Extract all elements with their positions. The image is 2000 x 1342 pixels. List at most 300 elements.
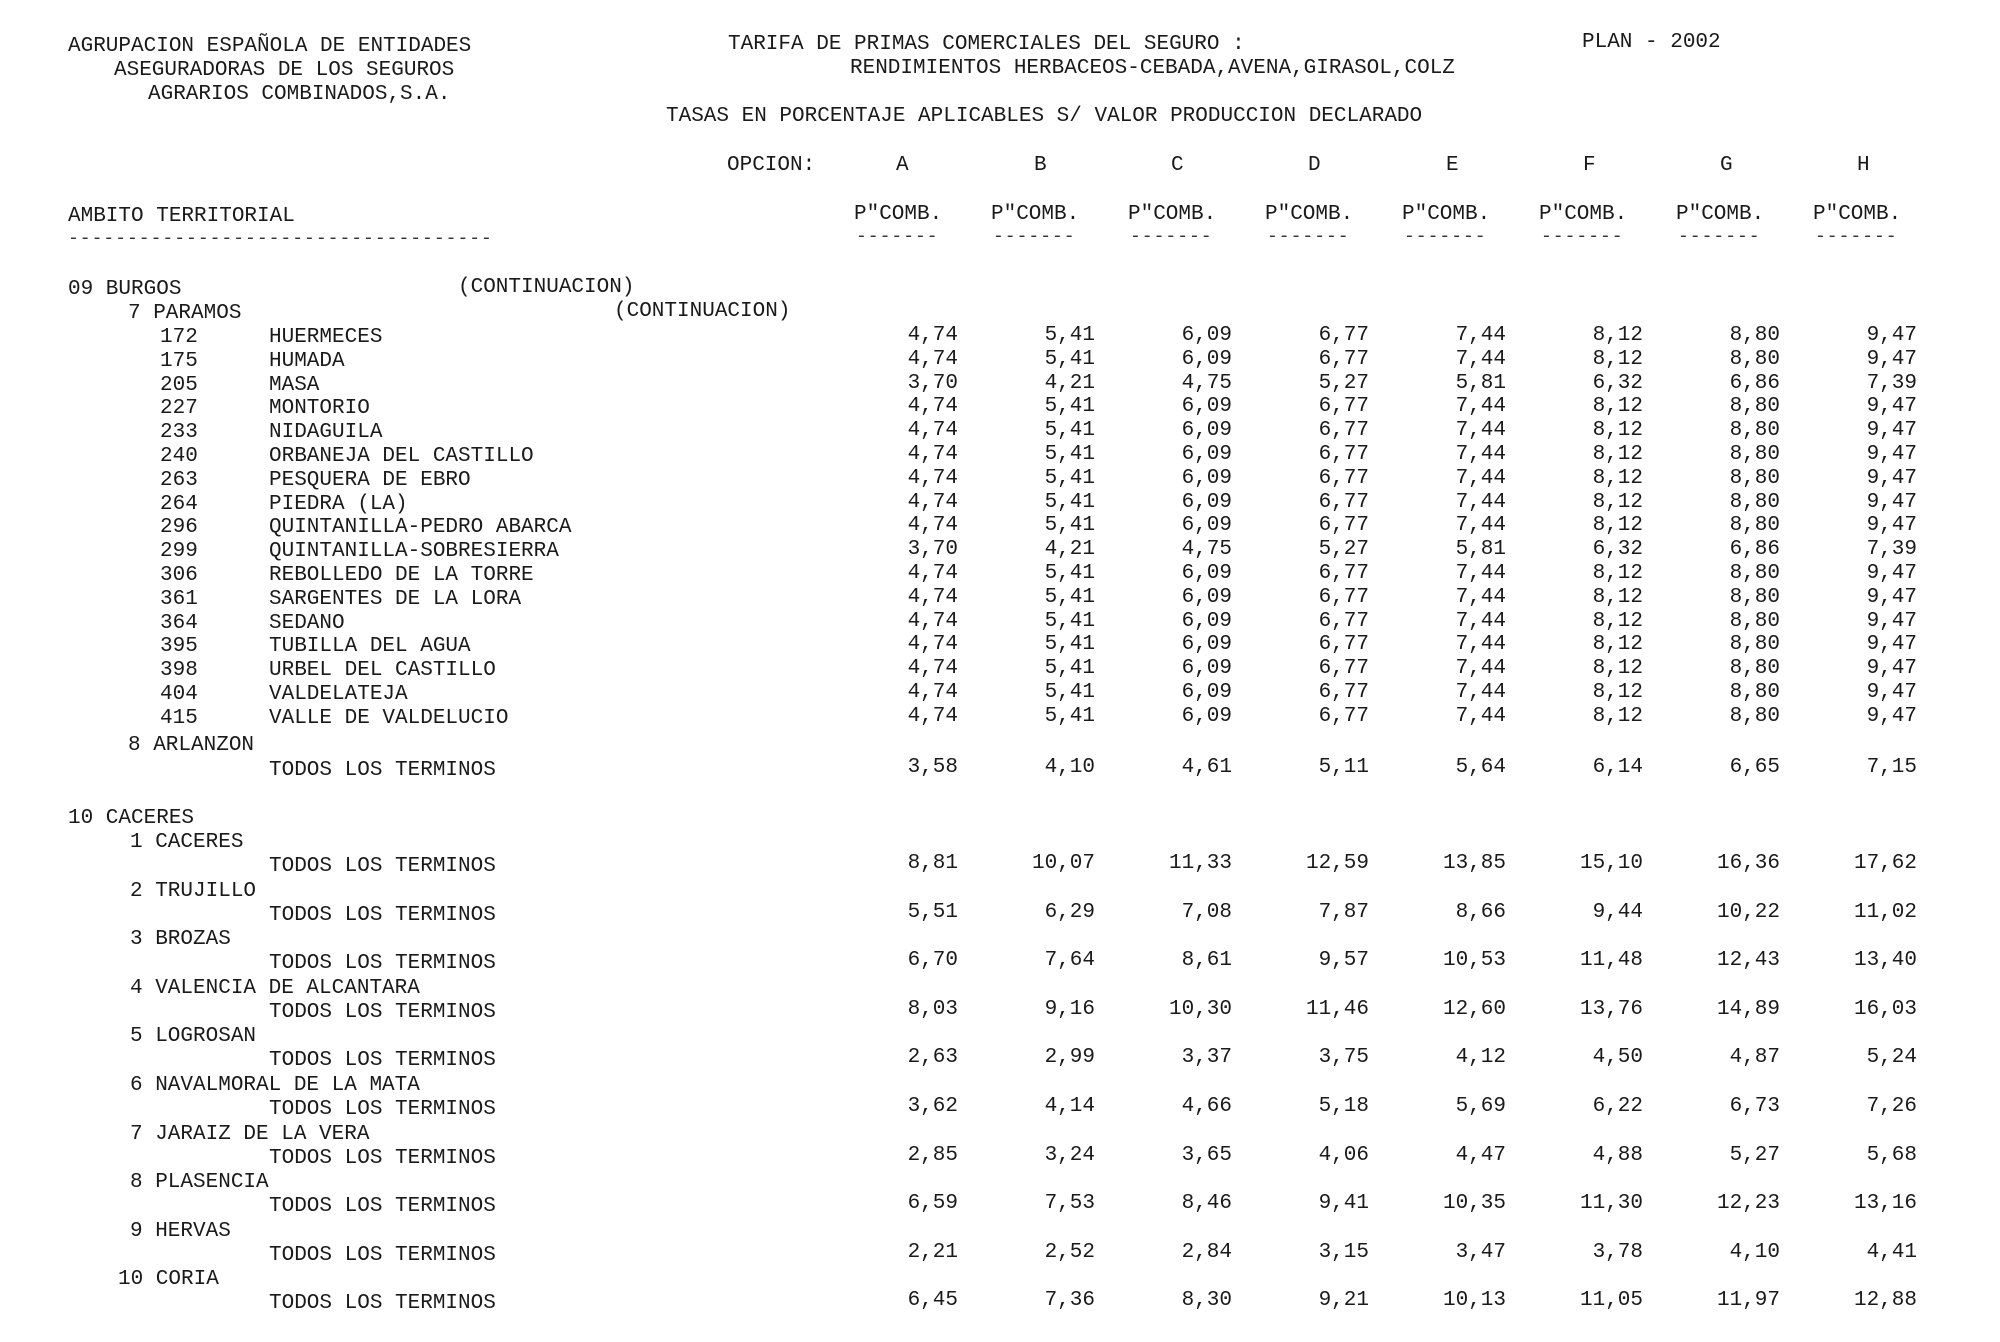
rate-cell: 5,68 xyxy=(1866,1144,1917,1167)
rate-cell: 7,44 xyxy=(1455,705,1506,728)
rate-cell: 4,10 xyxy=(1044,756,1095,779)
rate-cell: 4,74 xyxy=(907,324,958,347)
rate-cell: 3,37 xyxy=(1181,1046,1232,1069)
rate-cell: 4,06 xyxy=(1318,1144,1369,1167)
rate-cell: 11,30 xyxy=(1579,1192,1643,1215)
rate-cell: 4,74 xyxy=(907,348,958,371)
rate-cell: 4,74 xyxy=(907,705,958,728)
all-terms-label: TODOS LOS TERMINOS xyxy=(269,855,496,878)
rate-cell: 3,62 xyxy=(907,1095,958,1118)
rate-cell: 6,45 xyxy=(907,1289,958,1312)
all-terms-label: TODOS LOS TERMINOS xyxy=(269,1098,496,1121)
rate-cell: 5,11 xyxy=(1318,756,1369,779)
rate-cell: 2,52 xyxy=(1044,1241,1095,1264)
rate-cell: 10,35 xyxy=(1442,1192,1506,1215)
rate-cell: 3,70 xyxy=(907,372,958,395)
rate-cell: 4,75 xyxy=(1181,372,1232,395)
municipality-code: 175 xyxy=(160,350,198,373)
rate-cell: 5,41 xyxy=(1044,324,1095,347)
rate-cell: 6,09 xyxy=(1181,491,1232,514)
rate-cell: 4,74 xyxy=(907,514,958,537)
org-name-line1: AGRUPACION ESPAÑOLA DE ENTIDADES xyxy=(68,35,472,58)
municipality-code: 306 xyxy=(160,564,198,587)
rate-cell: 4,61 xyxy=(1181,756,1232,779)
rate-cell: 7,44 xyxy=(1455,633,1506,656)
rate-cell: 4,75 xyxy=(1181,538,1232,561)
rate-cell: 6,29 xyxy=(1044,901,1095,924)
rate-cell: 9,47 xyxy=(1866,419,1917,442)
municipality-code: 233 xyxy=(160,421,198,444)
rate-cell: 7,08 xyxy=(1181,901,1232,924)
rate-cell: 6,09 xyxy=(1181,657,1232,680)
comarca-name: 3 BROZAS xyxy=(130,928,231,951)
rate-cell: 9,47 xyxy=(1866,705,1917,728)
rate-cell: 6,09 xyxy=(1181,610,1232,633)
rate-cell: 6,09 xyxy=(1181,348,1232,371)
rate-cell: 8,12 xyxy=(1592,633,1643,656)
column-underline: ------- xyxy=(1267,227,1350,247)
rate-cell: 11,48 xyxy=(1579,949,1643,972)
rate-cell: 11,33 xyxy=(1168,852,1232,875)
rate-cell: 8,12 xyxy=(1592,491,1643,514)
rate-cell: 7,44 xyxy=(1455,324,1506,347)
comarca-name: 5 LOGROSAN xyxy=(130,1025,257,1048)
comarca-name: 7 JARAIZ DE LA VERA xyxy=(130,1123,370,1146)
column-underline: ------- xyxy=(993,227,1076,247)
rate-cell: 5,41 xyxy=(1044,705,1095,728)
rate-cell: 5,81 xyxy=(1455,372,1506,395)
rate-cell: 13,16 xyxy=(1853,1192,1917,1215)
rate-cell: 6,77 xyxy=(1318,514,1369,537)
rate-cell: 8,30 xyxy=(1181,1289,1232,1312)
option-letter-g: G xyxy=(1720,154,1733,177)
municipality-code: 264 xyxy=(160,493,198,516)
rate-cell: 4,10 xyxy=(1729,1241,1780,1264)
rate-cell: 9,47 xyxy=(1866,514,1917,537)
ambito-territorial-label: AMBITO TERRITORIAL xyxy=(68,205,295,228)
rate-cell: 4,12 xyxy=(1455,1046,1506,1069)
rate-cell: 7,44 xyxy=(1455,467,1506,490)
rate-cell: 5,41 xyxy=(1044,395,1095,418)
rate-cell: 3,75 xyxy=(1318,1046,1369,1069)
all-terms-label: TODOS LOS TERMINOS xyxy=(269,904,496,927)
rate-cell: 8,80 xyxy=(1729,633,1780,656)
tariff-subtitle: RENDIMIENTOS HERBACEOS-CEBADA,AVENA,GIRASOL,COLZ xyxy=(850,57,1455,80)
rate-cell: 7,53 xyxy=(1044,1192,1095,1215)
rate-cell: 13,85 xyxy=(1442,852,1506,875)
rate-cell: 10,07 xyxy=(1031,852,1095,875)
all-terms-label: TODOS LOS TERMINOS xyxy=(269,1049,496,1072)
municipality-code: 404 xyxy=(160,683,198,706)
rate-cell: 8,80 xyxy=(1729,514,1780,537)
rate-cell: 6,09 xyxy=(1181,324,1232,347)
rate-cell: 9,47 xyxy=(1866,491,1917,514)
rate-cell: 6,77 xyxy=(1318,443,1369,466)
tariff-title: TARIFA DE PRIMAS COMERCIALES DEL SEGURO : xyxy=(728,33,1245,56)
rate-cell: 4,74 xyxy=(907,562,958,585)
rate-cell: 6,77 xyxy=(1318,586,1369,609)
column-header-pcomb: P"COMB. xyxy=(1813,203,1902,226)
column-underline: ------- xyxy=(1541,227,1624,247)
municipality-code: 398 xyxy=(160,659,198,682)
rate-cell: 12,43 xyxy=(1716,949,1780,972)
rate-cell: 2,84 xyxy=(1181,1241,1232,1264)
rate-cell: 6,09 xyxy=(1181,633,1232,656)
rate-cell: 8,80 xyxy=(1729,348,1780,371)
municipality-name: QUINTANILLA-PEDRO ABARCA xyxy=(269,516,572,539)
rate-cell: 7,44 xyxy=(1455,586,1506,609)
rate-cell: 4,74 xyxy=(907,395,958,418)
rate-cell: 4,88 xyxy=(1592,1144,1643,1167)
rate-cell: 9,44 xyxy=(1592,901,1643,924)
municipality-code: 296 xyxy=(160,516,198,539)
rate-cell: 8,12 xyxy=(1592,610,1643,633)
rate-cell: 6,77 xyxy=(1318,491,1369,514)
rate-cell: 5,41 xyxy=(1044,491,1095,514)
rate-cell: 4,41 xyxy=(1866,1241,1917,1264)
rate-cell: 15,10 xyxy=(1579,852,1643,875)
rate-cell: 7,64 xyxy=(1044,949,1095,972)
rate-cell: 3,47 xyxy=(1455,1241,1506,1264)
rate-cell: 9,47 xyxy=(1866,562,1917,585)
rate-cell: 6,77 xyxy=(1318,324,1369,347)
rate-cell: 5,41 xyxy=(1044,443,1095,466)
all-terms-label: TODOS LOS TERMINOS xyxy=(269,1147,496,1170)
rate-cell: 2,99 xyxy=(1044,1046,1095,1069)
rate-cell: 6,86 xyxy=(1729,538,1780,561)
municipality-name: HUMADA xyxy=(269,350,345,373)
municipality-name: REBOLLEDO DE LA TORRE xyxy=(269,564,534,587)
rate-cell: 3,15 xyxy=(1318,1241,1369,1264)
column-header-pcomb: P"COMB. xyxy=(1402,203,1491,226)
rate-cell: 8,80 xyxy=(1729,395,1780,418)
plan-label: PLAN - 2002 xyxy=(1582,31,1721,54)
rate-cell: 4,74 xyxy=(907,443,958,466)
rate-cell: 7,39 xyxy=(1866,372,1917,395)
rate-cell: 4,74 xyxy=(907,491,958,514)
rate-cell: 11,97 xyxy=(1716,1289,1780,1312)
column-header-pcomb: P"COMB. xyxy=(991,203,1080,226)
comarca-name: 9 HERVAS xyxy=(130,1220,231,1243)
rate-cell: 8,80 xyxy=(1729,562,1780,585)
rate-cell: 5,27 xyxy=(1318,372,1369,395)
rate-cell: 6,09 xyxy=(1181,705,1232,728)
comarca-continuation-label: (CONTINUACION) xyxy=(614,300,791,323)
rate-cell: 5,41 xyxy=(1044,419,1095,442)
comarca-arlanzon: 8 ARLANZON xyxy=(128,734,255,757)
rate-cell: 5,41 xyxy=(1044,610,1095,633)
rate-cell: 5,41 xyxy=(1044,681,1095,704)
column-header-pcomb: P"COMB. xyxy=(854,203,943,226)
rate-cell: 9,16 xyxy=(1044,998,1095,1021)
municipality-name: ORBANEJA DEL CASTILLO xyxy=(269,445,534,468)
rate-cell: 5,24 xyxy=(1866,1046,1917,1069)
rate-cell: 3,65 xyxy=(1181,1144,1232,1167)
column-underline: ------- xyxy=(1815,227,1898,247)
rates-description: TASAS EN PORCENTAJE APLICABLES S/ VALOR PRODUCCION DECLARADO xyxy=(666,105,1423,128)
rate-cell: 5,81 xyxy=(1455,538,1506,561)
option-letter-b: B xyxy=(1034,154,1047,177)
all-terms-label: TODOS LOS TERMINOS xyxy=(269,759,496,782)
municipality-name: TUBILLA DEL AGUA xyxy=(269,635,471,658)
option-letter-e: E xyxy=(1446,154,1459,177)
rate-cell: 9,47 xyxy=(1866,467,1917,490)
rate-cell: 9,41 xyxy=(1318,1192,1369,1215)
column-underline: ------- xyxy=(856,227,939,247)
rate-cell: 2,63 xyxy=(907,1046,958,1069)
municipality-name: QUINTANILLA-SOBRESIERRA xyxy=(269,540,559,563)
rate-cell: 8,46 xyxy=(1181,1192,1232,1215)
municipality-name: HUERMECES xyxy=(269,326,383,349)
rate-cell: 9,47 xyxy=(1866,324,1917,347)
rate-cell: 9,47 xyxy=(1866,395,1917,418)
comarca-name: 2 TRUJILLO xyxy=(130,880,257,903)
option-letter-a: A xyxy=(896,154,909,177)
rate-cell: 16,03 xyxy=(1853,998,1917,1021)
rate-cell: 8,81 xyxy=(907,852,958,875)
rate-cell: 8,66 xyxy=(1455,901,1506,924)
municipality-name: VALDELATEJA xyxy=(269,683,408,706)
rate-cell: 5,18 xyxy=(1318,1095,1369,1118)
rate-cell: 13,76 xyxy=(1579,998,1643,1021)
rate-cell: 4,14 xyxy=(1044,1095,1095,1118)
rate-cell: 12,60 xyxy=(1442,998,1506,1021)
rate-cell: 8,80 xyxy=(1729,610,1780,633)
rate-cell: 11,02 xyxy=(1853,901,1917,924)
rate-cell: 10,13 xyxy=(1442,1289,1506,1312)
rate-cell: 3,78 xyxy=(1592,1241,1643,1264)
rate-cell: 10,30 xyxy=(1168,998,1232,1021)
rate-cell: 5,41 xyxy=(1044,657,1095,680)
rate-cell: 7,15 xyxy=(1866,756,1917,779)
rate-cell: 12,88 xyxy=(1853,1289,1917,1312)
rate-cell: 9,21 xyxy=(1318,1289,1369,1312)
province-caceres: 10 CACERES xyxy=(68,807,195,830)
rate-cell: 5,41 xyxy=(1044,586,1095,609)
municipality-code: 364 xyxy=(160,612,198,635)
org-name-line2: ASEGURADORAS DE LOS SEGUROS xyxy=(114,59,455,82)
rate-cell: 6,77 xyxy=(1318,348,1369,371)
municipality-code: 299 xyxy=(160,540,198,563)
option-letter-d: D xyxy=(1308,154,1321,177)
rate-cell: 6,09 xyxy=(1181,681,1232,704)
rate-cell: 7,44 xyxy=(1455,562,1506,585)
rate-cell: 7,44 xyxy=(1455,657,1506,680)
rate-cell: 7,44 xyxy=(1455,443,1506,466)
rate-cell: 9,47 xyxy=(1866,610,1917,633)
municipality-name: PIEDRA (LA) xyxy=(269,493,408,516)
rate-cell: 8,80 xyxy=(1729,657,1780,680)
comarca-paramos: 7 PARAMOS xyxy=(128,302,242,325)
all-terms-label: TODOS LOS TERMINOS xyxy=(269,1195,496,1218)
rate-cell: 7,44 xyxy=(1455,610,1506,633)
rate-cell: 8,80 xyxy=(1729,443,1780,466)
rate-cell: 5,51 xyxy=(907,901,958,924)
rate-cell: 6,32 xyxy=(1592,538,1643,561)
rate-cell: 6,09 xyxy=(1181,395,1232,418)
province-burgos: 09 BURGOS xyxy=(68,278,182,301)
rate-cell: 9,47 xyxy=(1866,657,1917,680)
rate-cell: 3,24 xyxy=(1044,1144,1095,1167)
municipality-code: 172 xyxy=(160,326,198,349)
ambito-underline: ------------------------------------ xyxy=(68,229,493,249)
municipality-name: SARGENTES DE LA LORA xyxy=(269,588,522,611)
rate-cell: 12,23 xyxy=(1716,1192,1780,1215)
rate-cell: 5,41 xyxy=(1044,633,1095,656)
municipality-code: 415 xyxy=(160,707,198,730)
rate-cell: 14,89 xyxy=(1716,998,1780,1021)
rate-cell: 8,80 xyxy=(1729,324,1780,347)
rate-cell: 7,44 xyxy=(1455,514,1506,537)
rate-cell: 7,39 xyxy=(1866,538,1917,561)
rate-cell: 7,26 xyxy=(1866,1095,1917,1118)
rate-cell: 5,41 xyxy=(1044,514,1095,537)
rate-cell: 10,53 xyxy=(1442,949,1506,972)
rate-cell: 8,12 xyxy=(1592,562,1643,585)
rate-cell: 6,86 xyxy=(1729,372,1780,395)
rate-cell: 2,21 xyxy=(907,1241,958,1264)
comarca-name: 10 CORIA xyxy=(118,1268,219,1291)
rate-cell: 6,09 xyxy=(1181,419,1232,442)
rate-cell: 5,27 xyxy=(1318,538,1369,561)
rate-cell: 3,58 xyxy=(907,756,958,779)
rate-cell: 5,41 xyxy=(1044,562,1095,585)
municipality-code: 263 xyxy=(160,469,198,492)
rate-cell: 8,12 xyxy=(1592,586,1643,609)
rate-cell: 8,12 xyxy=(1592,467,1643,490)
rate-cell: 8,80 xyxy=(1729,705,1780,728)
rate-cell: 6,09 xyxy=(1181,443,1232,466)
rate-cell: 6,77 xyxy=(1318,562,1369,585)
rate-cell: 4,74 xyxy=(907,586,958,609)
rate-cell: 8,80 xyxy=(1729,586,1780,609)
rate-cell: 6,77 xyxy=(1318,657,1369,680)
rate-cell: 8,80 xyxy=(1729,491,1780,514)
rate-cell: 9,47 xyxy=(1866,681,1917,704)
opcion-label: OPCION: xyxy=(727,154,816,177)
rate-cell: 10,22 xyxy=(1716,901,1780,924)
rate-cell: 4,50 xyxy=(1592,1046,1643,1069)
rate-cell: 8,80 xyxy=(1729,467,1780,490)
rate-cell: 6,73 xyxy=(1729,1095,1780,1118)
column-header-pcomb: P"COMB. xyxy=(1265,203,1354,226)
comarca-name: 1 CACERES xyxy=(130,831,244,854)
comarca-name: 8 PLASENCIA xyxy=(130,1171,269,1194)
rate-cell: 8,12 xyxy=(1592,348,1643,371)
rate-cell: 6,77 xyxy=(1318,395,1369,418)
all-terms-label: TODOS LOS TERMINOS xyxy=(269,1292,496,1315)
rate-cell: 6,09 xyxy=(1181,562,1232,585)
municipality-code: 395 xyxy=(160,635,198,658)
rate-cell: 4,74 xyxy=(907,633,958,656)
option-letter-h: H xyxy=(1857,154,1870,177)
rate-cell: 6,32 xyxy=(1592,372,1643,395)
rate-cell: 4,74 xyxy=(907,419,958,442)
rate-cell: 6,14 xyxy=(1592,756,1643,779)
municipality-name: NIDAGUILA xyxy=(269,421,383,444)
rate-cell: 4,47 xyxy=(1455,1144,1506,1167)
option-letter-c: C xyxy=(1171,154,1184,177)
rate-cell: 7,87 xyxy=(1318,901,1369,924)
rate-cell: 4,66 xyxy=(1181,1095,1232,1118)
rate-cell: 4,74 xyxy=(907,681,958,704)
municipality-name: URBEL DEL CASTILLO xyxy=(269,659,496,682)
rate-cell: 5,41 xyxy=(1044,467,1095,490)
rate-cell: 7,44 xyxy=(1455,491,1506,514)
rate-cell: 8,12 xyxy=(1592,657,1643,680)
rate-cell: 8,80 xyxy=(1729,681,1780,704)
rate-cell: 7,44 xyxy=(1455,395,1506,418)
comarca-name: 4 VALENCIA DE ALCANTARA xyxy=(130,977,420,1000)
rate-cell: 8,03 xyxy=(907,998,958,1021)
column-header-pcomb: P"COMB. xyxy=(1676,203,1765,226)
rate-cell: 16,36 xyxy=(1716,852,1780,875)
column-underline: ------- xyxy=(1130,227,1213,247)
rate-cell: 6,59 xyxy=(907,1192,958,1215)
municipality-name: VALLE DE VALDELUCIO xyxy=(269,707,509,730)
rate-cell: 8,12 xyxy=(1592,443,1643,466)
comarca-name: 6 NAVALMORAL DE LA MATA xyxy=(130,1074,420,1097)
municipality-code: 361 xyxy=(160,588,198,611)
rate-cell: 13,40 xyxy=(1853,949,1917,972)
rate-cell: 8,61 xyxy=(1181,949,1232,972)
rate-cell: 5,69 xyxy=(1455,1095,1506,1118)
municipality-code: 240 xyxy=(160,445,198,468)
rate-cell: 8,12 xyxy=(1592,514,1643,537)
rate-cell: 7,44 xyxy=(1455,348,1506,371)
rate-cell: 9,47 xyxy=(1866,348,1917,371)
rate-cell: 4,74 xyxy=(907,610,958,633)
rate-cell: 6,77 xyxy=(1318,467,1369,490)
column-underline: ------- xyxy=(1678,227,1761,247)
rate-cell: 6,77 xyxy=(1318,633,1369,656)
rate-cell: 6,09 xyxy=(1181,467,1232,490)
column-header-pcomb: P"COMB. xyxy=(1128,203,1217,226)
rate-cell: 8,12 xyxy=(1592,324,1643,347)
rate-cell: 7,44 xyxy=(1455,681,1506,704)
rate-cell: 8,12 xyxy=(1592,419,1643,442)
rate-cell: 2,85 xyxy=(907,1144,958,1167)
column-underline: ------- xyxy=(1404,227,1487,247)
rate-cell: 6,09 xyxy=(1181,514,1232,537)
municipality-name: MONTORIO xyxy=(269,397,370,420)
rate-cell: 6,70 xyxy=(907,949,958,972)
all-terms-label: TODOS LOS TERMINOS xyxy=(269,1001,496,1024)
rate-cell: 4,74 xyxy=(907,657,958,680)
rate-cell: 6,77 xyxy=(1318,705,1369,728)
rate-cell: 8,12 xyxy=(1592,395,1643,418)
rate-cell: 17,62 xyxy=(1853,852,1917,875)
all-terms-label: TODOS LOS TERMINOS xyxy=(269,952,496,975)
rate-cell: 9,47 xyxy=(1866,586,1917,609)
municipality-code: 227 xyxy=(160,397,198,420)
rate-cell: 9,47 xyxy=(1866,443,1917,466)
rate-cell: 4,74 xyxy=(907,467,958,490)
rate-cell: 3,70 xyxy=(907,538,958,561)
rate-cell: 9,57 xyxy=(1318,949,1369,972)
rate-cell: 7,44 xyxy=(1455,419,1506,442)
municipality-name: MASA xyxy=(269,374,320,397)
rate-cell: 8,12 xyxy=(1592,705,1643,728)
rate-cell: 12,59 xyxy=(1305,852,1369,875)
rate-cell: 8,80 xyxy=(1729,419,1780,442)
rate-cell: 6,77 xyxy=(1318,610,1369,633)
rate-cell: 6,22 xyxy=(1592,1095,1643,1118)
rate-cell: 6,09 xyxy=(1181,586,1232,609)
rate-cell: 8,12 xyxy=(1592,681,1643,704)
org-name-line3: AGRARIOS COMBINADOS,S.A. xyxy=(148,83,451,106)
rate-cell: 11,05 xyxy=(1579,1289,1643,1312)
